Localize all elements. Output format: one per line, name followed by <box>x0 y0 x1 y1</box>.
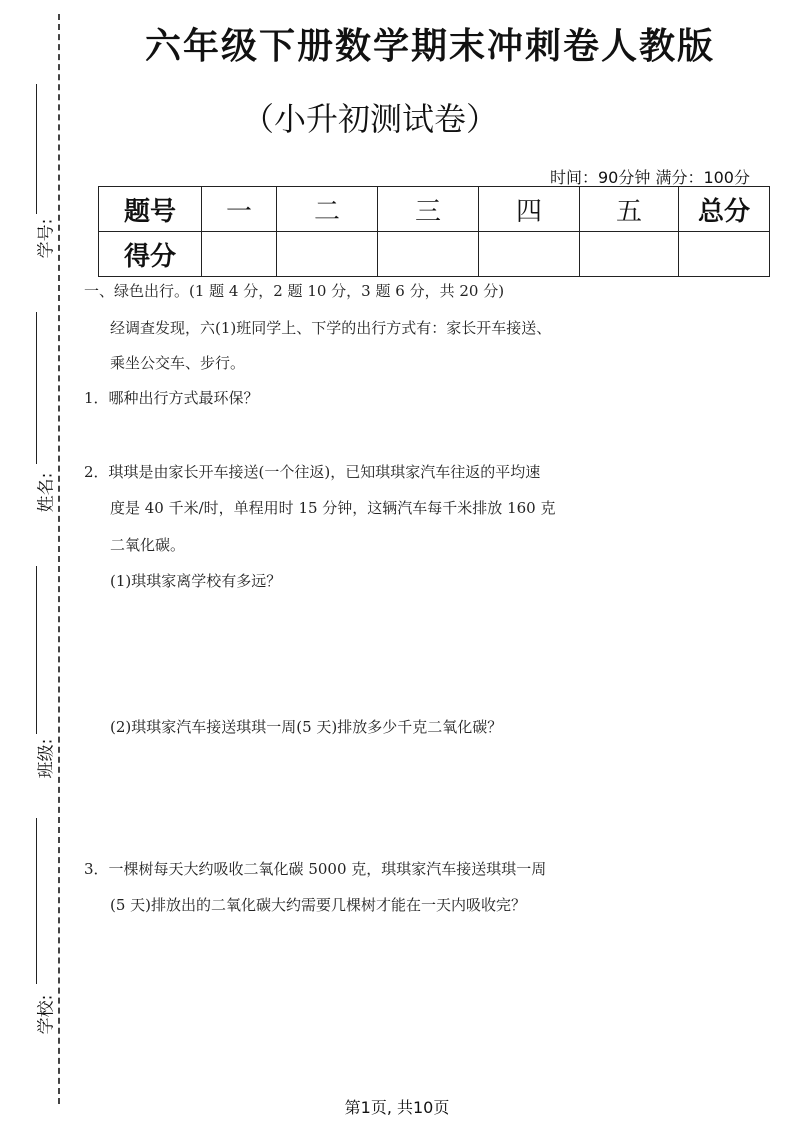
score-table-header-cell: 题号 <box>99 187 202 232</box>
score-row-label: 得分 <box>99 232 202 277</box>
time-info: 时间：90分钟 满分：100分 <box>550 168 750 187</box>
class-line <box>36 566 37 734</box>
section-heading: 一、绿色出行。(1 题 4 分，2 题 10 分，3 题 6 分，共 20 分) <box>84 282 505 300</box>
score-table-header-cell: 三 <box>378 187 479 232</box>
score-cell[interactable] <box>679 232 770 277</box>
score-table-header-cell: 二 <box>277 187 378 232</box>
intro-text: 乘坐公交车、步行。 <box>110 354 246 372</box>
student-no-label: 学号: <box>36 218 57 259</box>
student-no-field <box>14 84 57 264</box>
score-table <box>98 186 770 277</box>
binding-margin <box>0 0 80 1123</box>
school-label: 学校: <box>36 994 57 1035</box>
page-footer: 第1页, 共10页 <box>344 1098 450 1117</box>
score-table-header-cell: 一 <box>202 187 277 232</box>
name-field <box>14 312 57 513</box>
score-table-header-row <box>99 187 770 232</box>
name-label: 姓名: <box>36 472 57 513</box>
question-2: 2．琪琪是由家长开车接送(一个往返)，已知琪琪家汽车往返的平均速 <box>84 463 541 481</box>
page-title: 六年级下册数学期末冲刺卷人教版 <box>144 26 715 67</box>
score-cell[interactable] <box>378 232 479 277</box>
score-cell[interactable] <box>277 232 378 277</box>
name-line <box>36 312 37 464</box>
school-line <box>36 818 37 984</box>
question-1: 1．哪种出行方式最环保？ <box>84 389 259 407</box>
school-field <box>14 818 57 1038</box>
question-2-part-1: (1)琪琪家离学校有多远？ <box>110 572 282 590</box>
class-field <box>14 566 57 779</box>
binding-dashed-line <box>58 14 60 1104</box>
intro-text: 经调查发现，六(1)班同学上、下学的出行方式有：家长开车接送、 <box>110 319 552 337</box>
question-2-text: 度是 40 千米/时，单程用时 15 分钟，这辆汽车每千米排放 160 克 <box>110 499 556 517</box>
student-no-line <box>36 84 37 214</box>
question-3-text: (5 天)排放出的二氧化碳大约需要几棵树才能在一天内吸收完？ <box>110 896 527 914</box>
score-cell[interactable] <box>202 232 277 277</box>
score-table-header-cell: 总分 <box>679 187 770 232</box>
class-label: 班级: <box>36 738 57 779</box>
score-cell[interactable] <box>479 232 580 277</box>
score-table-score-row <box>99 232 770 277</box>
score-table-header-cell: 四 <box>479 187 580 232</box>
question-2-text: 二氧化碳。 <box>110 536 186 554</box>
score-table-header-cell: 五 <box>580 187 679 232</box>
question-3: 3．一棵树每天大约吸收二氧化碳 5000 克，琪琪家汽车接送琪琪一周 <box>84 860 547 878</box>
question-2-part-2: (2)琪琪家汽车接送琪琪一周(5 天)排放多少千克二氧化碳？ <box>110 718 503 736</box>
page-subtitle: （小升初测试卷） <box>241 100 498 138</box>
score-cell[interactable] <box>580 232 679 277</box>
